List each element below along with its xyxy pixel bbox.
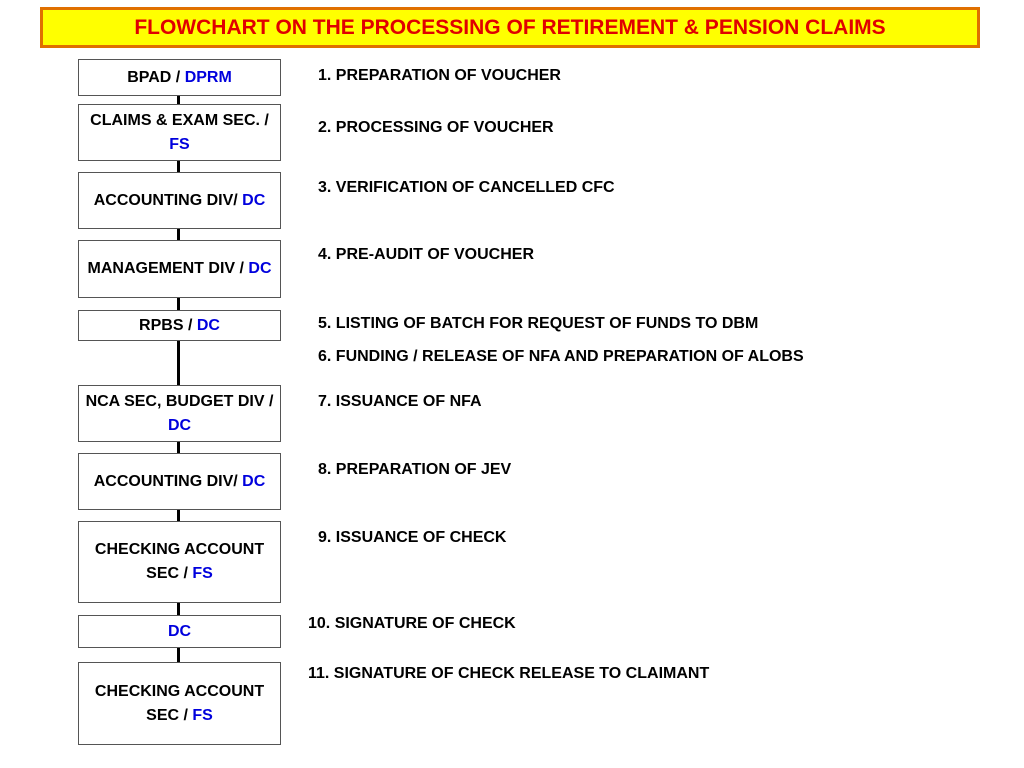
office-unit-code: DC xyxy=(248,260,272,277)
office-name: BPAD / xyxy=(127,68,185,86)
connector-6-7 xyxy=(177,442,180,453)
office-name: CLAIMS & EXAM SEC. / xyxy=(90,111,269,129)
connector-3-4 xyxy=(177,229,180,240)
office-unit-code: DC xyxy=(242,191,266,209)
office-box xyxy=(78,453,281,510)
process-step: 6. FUNDING / RELEASE OF NFA AND PREPARATION OF ALOBS xyxy=(318,348,804,365)
office-unit-code: DPRM xyxy=(184,68,232,86)
office-name: MANAGEMENT DIV / xyxy=(87,260,249,277)
office-unit-code: FS xyxy=(192,706,213,724)
office-box xyxy=(78,662,281,745)
office-name: CHECKING ACCOUNT SEC / xyxy=(94,541,265,582)
process-step: 1. PREPARATION OF VOUCHER xyxy=(318,67,561,84)
office-name: RPBS / xyxy=(139,316,197,334)
process-step: 8. PREPARATION OF JEV xyxy=(318,461,512,478)
process-step: 7. ISSUANCE OF NFA xyxy=(318,393,482,410)
process-step: 9. ISSUANCE OF CHECK xyxy=(318,529,507,546)
connector-8-9 xyxy=(177,603,180,615)
office-box xyxy=(78,59,281,96)
office-unit-code: DC xyxy=(167,622,192,640)
office-name: ACCOUNTING DIV/ xyxy=(93,472,243,490)
office-unit-code: FS xyxy=(169,135,190,153)
office-name: CHECKING ACCOUNT SEC / xyxy=(94,682,265,724)
connector-4-5 xyxy=(177,298,180,310)
office-box xyxy=(78,104,281,161)
office-box xyxy=(78,310,281,341)
process-step: 5. LISTING OF BATCH FOR REQUEST OF FUNDS TO DBM xyxy=(318,315,759,332)
office-name: NCA SEC, BUDGET DIV / xyxy=(85,392,274,410)
process-step: 3. VERIFICATION OF CANCELLED CFC xyxy=(318,179,615,196)
process-step: 11. SIGNATURE OF CHECK RELEASE TO CLAIMANT xyxy=(308,665,710,682)
connector-7-8 xyxy=(177,510,180,521)
office-unit-code: DC xyxy=(167,416,192,434)
office-box xyxy=(78,172,281,229)
flowchart-title: FLOWCHART ON THE PROCESSING OF RETIREMENT & PENSION CLAIMS xyxy=(134,15,886,39)
process-step: 2. PROCESSING OF VOUCHER xyxy=(318,119,554,136)
office-box xyxy=(78,385,281,442)
flowchart-title-banner xyxy=(40,7,980,48)
process-step: 10. SIGNATURE OF CHECK xyxy=(308,615,516,632)
office-unit-code: DC xyxy=(196,316,220,334)
office-box xyxy=(78,615,281,648)
office-unit-code: FS xyxy=(192,565,213,582)
connector-2-3 xyxy=(177,161,180,172)
office-box xyxy=(78,521,281,603)
office-unit-code: DC xyxy=(242,472,266,490)
connector-9-10 xyxy=(177,648,180,662)
office-box xyxy=(78,240,281,298)
office-name: ACCOUNTING DIV/ xyxy=(93,191,243,209)
process-step: 4. PRE-AUDIT OF VOUCHER xyxy=(318,246,535,263)
connector-5-6 xyxy=(177,341,180,385)
connector-1-2 xyxy=(177,96,180,104)
